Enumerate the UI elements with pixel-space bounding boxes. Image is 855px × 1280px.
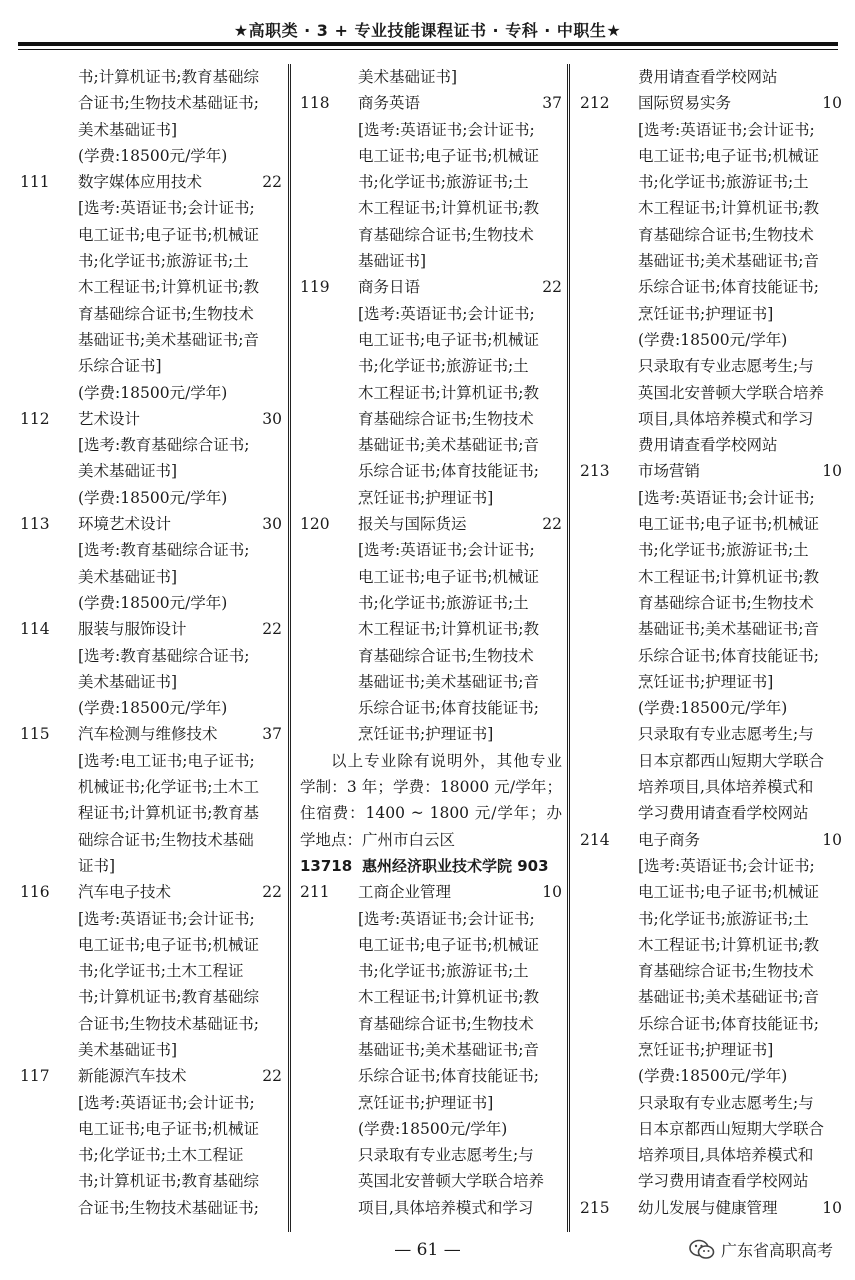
program-code: 113: [20, 515, 50, 534]
text-line: [选考:英语证书;会计证书;: [358, 120, 535, 139]
text-line: 电工证书;电子证书;机械证: [358, 935, 539, 954]
program-row: [20, 879, 282, 905]
program-name: 幼儿发展与健康管理: [638, 1198, 778, 1217]
text-line: 学习费用请查看学校网站: [638, 1172, 809, 1191]
text-line: 英国北安普顿大学联合培养: [358, 1172, 545, 1191]
text-line: 合证书;生物技术基础证书;: [78, 94, 259, 113]
text-line: 电工证书;电子证书;机械证: [638, 146, 819, 165]
text-line: 书;化学证书;旅游证书;土: [358, 962, 529, 981]
program-row: [20, 1063, 282, 1089]
header-rule-thick: [18, 42, 838, 46]
program-name: 汽车检测与维修技术: [78, 725, 218, 744]
program-row: [20, 406, 282, 432]
text-line: 基础证书;美术基础证书;音: [638, 988, 819, 1007]
header-rule-thin: [18, 49, 838, 50]
program-quota: 30: [262, 515, 282, 534]
text-line: 育基础综合证书;生物技术: [358, 225, 534, 244]
text-line: 木工程证书;计算机证书;教: [638, 199, 819, 218]
program-name: 服装与服饰设计: [78, 620, 187, 639]
text-line: 书;化学证书;旅游证书;土: [638, 541, 809, 560]
text-line: 木工程证书;计算机证书;教: [358, 383, 539, 402]
program-name: 艺术设计: [78, 409, 141, 428]
text-line: 培养项目,具体培养模式和: [638, 778, 814, 797]
text-line: (学费:18500元/学年): [78, 488, 228, 507]
text-line: 育基础综合证书;生物技术: [638, 962, 814, 981]
text-line: 美术基础证书]: [78, 462, 178, 481]
program-code: 117: [20, 1067, 50, 1086]
text-line: 美术基础证书]: [78, 567, 178, 586]
text-line: 基础证书;美术基础证书;音: [358, 1040, 539, 1059]
text-line: (学费:18500元/学年): [358, 1119, 508, 1138]
text-line: 书;化学证书;旅游证书;土: [638, 173, 809, 192]
text-line: 合证书;生物技术基础证书;: [78, 1198, 259, 1217]
text-line: [选考:教育基础综合证书;: [78, 646, 250, 665]
text-line: [选考:英语证书;会计证书;: [358, 541, 535, 560]
program-row: [300, 90, 562, 116]
program-quota: 22: [262, 1067, 282, 1086]
text-line: (学费:18500元/学年): [78, 383, 228, 402]
text-line: 电工证书;电子证书;机械证: [358, 567, 539, 586]
program-name: 报关与国际货运: [358, 515, 467, 534]
watermark: [689, 1238, 833, 1261]
text-line: (学费:18500元/学年): [78, 699, 228, 718]
text-line: 项目,具体培养模式和学习: [638, 409, 814, 428]
text-line: 书;化学证书;土木工程证: [78, 1146, 244, 1165]
text-line: 木工程证书;计算机证书;教: [78, 278, 259, 297]
program-name: 商务英语: [358, 94, 421, 113]
text-line: 电工证书;电子证书;机械证: [358, 330, 539, 349]
text-line: 书;化学证书;旅游证书;土: [638, 909, 809, 928]
text-line: 乐综合证书;体育技能证书;: [358, 1067, 539, 1086]
text-line: 烹饪证书;护理证书]: [638, 672, 774, 691]
text-line: 育基础综合证书;生物技术: [78, 304, 254, 323]
program-quota: 10: [542, 883, 562, 902]
text-line: 烹饪证书;护理证书]: [638, 304, 774, 323]
text-line: [选考:英语证书;会计证书;: [358, 304, 535, 323]
program-name: 数字媒体应用技术: [78, 173, 203, 192]
text-line: (学费:18500元/学年): [638, 1067, 788, 1086]
text-line: 电工证书;电子证书;机械证: [78, 935, 259, 954]
text-line: 书;计算机证书;教育基础综: [78, 988, 259, 1007]
program-row: [20, 169, 282, 195]
column-right: [580, 64, 842, 1221]
program-name: 电子商务: [638, 830, 701, 849]
program-row: [300, 274, 562, 300]
text-line: 基础证书;美术基础证书;音: [358, 672, 539, 691]
program-row: [580, 827, 842, 853]
text-line: [选考:英语证书;会计证书;: [358, 909, 535, 928]
program-row: [300, 511, 562, 537]
school-code: 13718: [300, 856, 353, 875]
text-line: 烹饪证书;护理证书]: [638, 1040, 774, 1059]
text-line: 只录取有专业志愿考生;与: [638, 357, 814, 376]
text-line: 只录取有专业志愿考生;与: [638, 725, 814, 744]
text-line: [选考:电工证书;电子证书;: [78, 751, 255, 770]
program-quota: 10: [822, 1198, 842, 1217]
text-line: [选考:教育基础综合证书;: [78, 436, 250, 455]
text-line: 书;化学证书;旅游证书;土: [78, 252, 249, 271]
text-line: 书;计算机证书;教育基础综: [78, 1172, 259, 1191]
program-quota: 22: [262, 883, 282, 902]
text-line: 电工证书;电子证书;机械证: [358, 146, 539, 165]
program-quota: 10: [822, 830, 842, 849]
text-line: 木工程证书;计算机证书;教: [358, 199, 539, 218]
program-name: 工商企业管理: [358, 883, 452, 902]
text-line: 乐综合证书;体育技能证书;: [638, 646, 819, 665]
text-line: 基础证书;美术基础证书;音: [638, 620, 819, 639]
program-quota: 22: [542, 278, 562, 297]
text-line: [选考:英语证书;会计证书;: [78, 1093, 255, 1112]
program-code: 114: [20, 620, 50, 639]
program-row: [580, 458, 842, 484]
program-name: 汽车电子技术: [78, 883, 172, 902]
text-line: 木工程证书;计算机证书;教: [638, 567, 819, 586]
text-line: 费用请查看学校网站: [638, 436, 778, 455]
program-code: 115: [20, 725, 50, 744]
program-code: 212: [580, 94, 610, 113]
school-heading: [300, 853, 562, 879]
program-code: 215: [580, 1198, 610, 1217]
text-line: [选考:英语证书;会计证书;: [638, 488, 815, 507]
text-line: 乐综合证书;体育技能证书;: [358, 699, 539, 718]
text-line: 木工程证书;计算机证书;教: [638, 935, 819, 954]
text-line: 乐综合证书;体育技能证书;: [638, 1014, 819, 1033]
text-line: 合证书;生物技术基础证书;: [78, 1014, 259, 1033]
running-header: ★高职类 · 3 + 专业技能课程证书 · 专科 · 中职生★: [233, 21, 622, 40]
school-name: 惠州经济职业技术学院 903: [362, 856, 549, 875]
text-line: 程证书;计算机证书;教育基: [78, 804, 259, 823]
text-line: [选考:教育基础综合证书;: [78, 541, 250, 560]
text-line: 育基础综合证书;生物技术: [638, 225, 814, 244]
text-line: 日本京都西山短期大学联合: [638, 751, 825, 770]
program-code: 214: [580, 830, 610, 849]
text-line: 乐综合证书;体育技能证书;: [638, 278, 819, 297]
text-line: 美术基础证书]: [78, 1040, 178, 1059]
text-line: 只录取有专业志愿考生;与: [358, 1146, 534, 1165]
text-line: 育基础综合证书;生物技术: [638, 593, 814, 612]
program-row: [300, 879, 562, 905]
program-quota: 22: [262, 620, 282, 639]
text-line: (学费:18500元/学年): [78, 593, 228, 612]
program-code: 111: [20, 173, 50, 192]
text-line: 乐综合证书]: [78, 357, 162, 376]
text-line: 基础证书;美术基础证书;音: [358, 436, 539, 455]
text-line: [选考:英语证书;会计证书;: [78, 909, 255, 928]
text-line: 电工证书;电子证书;机械证: [78, 225, 259, 244]
text-line: 书;计算机证书;教育基础综: [78, 68, 259, 86]
text-line: 育基础综合证书;生物技术: [358, 1014, 534, 1033]
text-line: 学习费用请查看学校网站: [638, 804, 809, 823]
text-line: [选考:英语证书;会计证书;: [78, 199, 255, 218]
program-code: 213: [580, 462, 610, 481]
program-code: 112: [20, 409, 50, 428]
program-quota: 10: [822, 94, 842, 113]
watermark-text: 广东省高职高考: [720, 1241, 833, 1260]
text-line: 电工证书;电子证书;机械证: [78, 1119, 259, 1138]
program-code: 120: [300, 515, 330, 534]
text-line: 日本京都西山短期大学联合: [638, 1119, 825, 1138]
school-note: 以上专业除有说明外，其他专业学制：3 年；学费：18000 元/学年；住宿费：1400 ~ 1800 元/学年；办学地点：广州市白云区: [300, 751, 562, 849]
program-row: [580, 1195, 842, 1221]
text-line: 美术基础证书]: [78, 672, 178, 691]
text-line: 烹饪证书;护理证书]: [358, 725, 494, 744]
column-divider-left: [288, 64, 291, 1232]
text-line: 证书]: [78, 856, 116, 875]
text-line: (学费:18500元/学年): [638, 699, 788, 718]
text-line: 项目,具体培养模式和学习: [358, 1198, 534, 1217]
program-row: [20, 616, 282, 642]
program-quota: 37: [542, 94, 562, 113]
text-line: 础综合证书;生物技术基础: [78, 830, 254, 849]
text-line: 书;化学证书;旅游证书;土: [358, 593, 529, 612]
text-line: 费用请查看学校网站: [638, 68, 778, 86]
text-line: 培养项目,具体培养模式和: [638, 1146, 814, 1165]
text-line: 育基础综合证书;生物技术: [358, 646, 534, 665]
program-row: [20, 721, 282, 747]
text-line: 英国北安普顿大学联合培养: [638, 383, 825, 402]
program-name: 商务日语: [358, 278, 421, 297]
column-left: [20, 64, 282, 1221]
text-line: 木工程证书;计算机证书;教: [358, 988, 539, 1007]
program-code: 211: [300, 883, 330, 902]
text-line: 美术基础证书]: [358, 68, 458, 86]
program-code: 116: [20, 883, 50, 902]
text-line: [选考:英语证书;会计证书;: [638, 856, 815, 875]
text-line: 美术基础证书]: [78, 120, 178, 139]
text-line: 烹饪证书;护理证书]: [358, 1093, 494, 1112]
program-row: [20, 511, 282, 537]
program-quota: 22: [262, 173, 282, 192]
text-line: [选考:英语证书;会计证书;: [638, 120, 815, 139]
program-code: 118: [300, 94, 330, 113]
text-line: 机械证书;化学证书;土木工: [78, 778, 259, 797]
program-code: 119: [300, 278, 330, 297]
text-line: 电工证书;电子证书;机械证: [638, 883, 819, 902]
program-name: 新能源汽车技术: [78, 1067, 187, 1086]
column-divider-right: [567, 64, 570, 1232]
column-middle: [300, 64, 562, 1221]
program-quota: 30: [262, 409, 282, 428]
program-name: 国际贸易实务: [638, 94, 732, 113]
text-line: 电工证书;电子证书;机械证: [638, 515, 819, 534]
text-line: 乐综合证书;体育技能证书;: [358, 462, 539, 481]
program-name: 市场营销: [638, 462, 701, 481]
text-line: 只录取有专业志愿考生;与: [638, 1093, 814, 1112]
page-number: — 61 —: [394, 1240, 461, 1260]
wechat-icon: [689, 1239, 715, 1261]
text-line: 木工程证书;计算机证书;教: [358, 620, 539, 639]
text-line: (学费:18500元/学年): [78, 146, 228, 165]
program-row: [580, 90, 842, 116]
text-line: (学费:18500元/学年): [638, 330, 788, 349]
text-line: 书;化学证书;旅游证书;土: [358, 173, 529, 192]
program-quota: 22: [542, 515, 562, 534]
text-line: 基础证书;美术基础证书;音: [78, 330, 259, 349]
text-line: 基础证书;美术基础证书;音: [638, 252, 819, 271]
text-line: 书;化学证书;旅游证书;土: [358, 357, 529, 376]
program-name: 环境艺术设计: [78, 515, 172, 534]
text-line: 育基础综合证书;生物技术: [358, 409, 534, 428]
program-quota: 10: [822, 462, 842, 481]
text-line: 烹饪证书;护理证书]: [358, 488, 494, 507]
program-quota: 37: [262, 725, 282, 744]
text-line: 书;化学证书;土木工程证: [78, 962, 244, 981]
text-line: 基础证书]: [358, 252, 427, 271]
